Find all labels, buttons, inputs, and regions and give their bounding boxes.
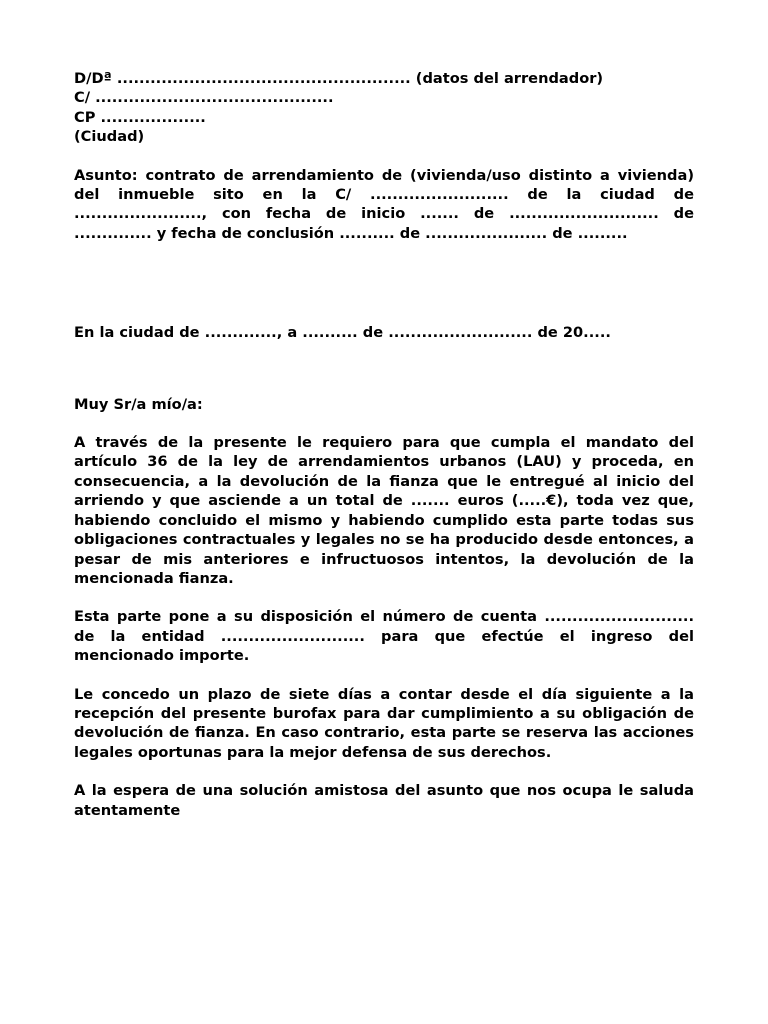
subject-paragraph: Asunto: contrato de arrendamiento de (vivienda/uso distinto a vivienda) del inmueble sito en la C/ ......................... de la ciudad de ......................., con fecha de inicio ....... de ........................... de .............. y fecha de conclusión .......... de ...................... de ......... <box>74 166 694 242</box>
addressee-name-line: D/Dª ..................................................... (datos del arrendador) <box>74 70 604 87</box>
body-paragraph-request: A través de la presente le requiero para que cumpla el mandato del artículo 36 de la ley de arrendamientos urbanos (LAU) y proceda, en consecuencia, a la devolución de la fianza que le entregué al inicio del arriendo y que asciende a un total de ....... euros (.....€), toda vez que, habiendo concluido el mismo y habiendo cumplido esta parte todas sus obligaciones contractuales y legales no se ha producido desde entonces, a pesar de mis anteriores e infructuosos intentos, la devolución de la mencionada fianza. <box>74 434 694 587</box>
closing-paragraph: A la espera de una solución amistosa del asunto que nos ocupa le saluda atentamente <box>74 782 694 819</box>
addressee-street-line: C/ ........................................... <box>74 89 334 107</box>
body-paragraph-deadline: Le concedo un plazo de siete días a contar desde el día siguiente a la recepción del presente burofax para dar cumplimiento a su obligación de devolución de fianza. En caso contrario, esta parte se reserva las acciones legales oportunas para la mejor defensa de sus derechos. <box>74 685 694 761</box>
salutation: Muy Sr/a mío/a: <box>74 395 203 413</box>
addressee-city-line: (Ciudad) <box>74 128 145 146</box>
addressee-block <box>74 69 694 147</box>
date-line: En la ciudad de ............., a .......... de .......................... de 20..... <box>74 324 611 342</box>
letter-page <box>74 69 694 820</box>
addressee-postcode-line: CP ................... <box>74 108 206 126</box>
body-paragraph-account: Esta parte pone a su disposición el número de cuenta ........................... de la entidad .......................... para que efectúe el ingreso del mencionado importe. <box>74 608 694 665</box>
